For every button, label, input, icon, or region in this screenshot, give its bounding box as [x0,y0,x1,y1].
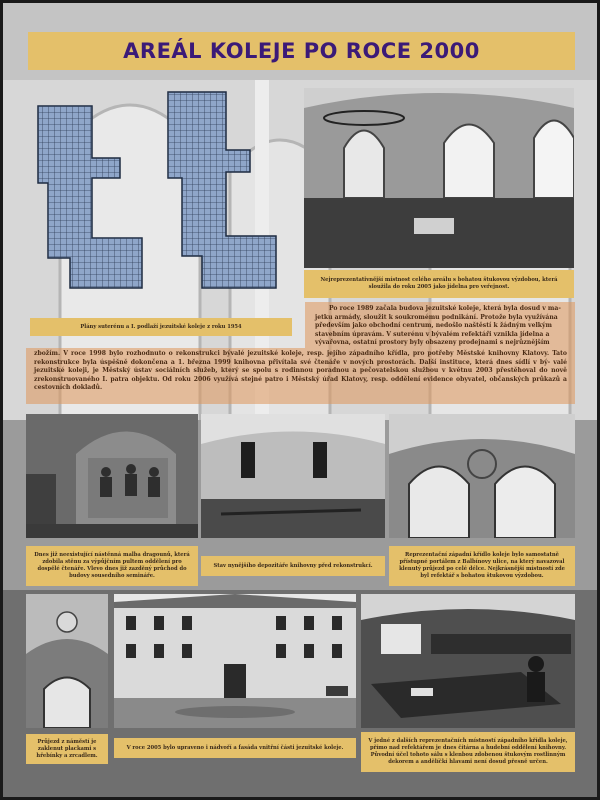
reading-room-photo [361,594,575,728]
mural-caption: Dnes již neexistující nástěnná malba dragounů, která zdobila stěnu za výpůjčním pultem oddělení pro dospělé čtenáře. Vlevo dnes již zazděný průchod do budovy sousedního semináře. [26,546,198,586]
history-text [305,302,575,348]
passage-caption: Průjezd z náměstí je zaklenut plackami s hřebínky a zrcadlem. [26,734,108,764]
courtyard-caption: V roce 2005 bylo upraveno i nádvoří a fasáda vnitřní části jezuitské koleje. [114,738,356,758]
depository-caption: Stav nynějšího depozitáře knihovny před rekonstrukcí. [201,556,385,576]
history-line-4: stavebním úpravám. V suterénu v bývalém refektáři vznikla jídelna a [315,330,550,338]
reading-room-caption: V jedné z dalších reprezentačních místností západního křídla koleje, přímo nad refektářem je dnes čítárna a hudební oddělení knihovny. Původní účel tohoto sálu s klenbou zdobenou štukovým rostlinným dekorem a andělíčkí hlavami není dosud přesně určen. [361,732,575,772]
history-line-5: vývařovna, ostatní prostory byly obsazeny prodejnami s nejrůznějším [315,339,550,347]
refectory-caption: Nejreprezentativnější místnost celého areálu s bohatou štukovou výzdobou, která sloužila do roku 2005 jako jídelna pro veřejnost. [304,270,574,298]
plans-caption: Plány suterénu a I. podlaží jezuitské koleje z roku 1954 [30,318,292,336]
passage-photo [26,594,108,728]
history-line-2: jetku armády, sloužit k soukromému podnikání. Protože byla využívána [315,313,558,321]
refectory-photo [304,88,574,268]
mural-photo [26,414,198,538]
basement-plan [38,106,142,288]
ground-floor-plan [168,92,276,288]
history-text-continued: zbožím. V roce 1998 bylo rozhodnuto o rekonstrukci bývalé jezuitské koleje, resp. jejího západního křídla, pro potřeby Městské knihovny Klatovy. Tato rekonstrukce byla úspěšně dokončena a 1. března 1999 knihovna přivítala své čtenáře v nových prostorách. Další instituce, která dnes sídlí v bý- valé jezuitské koleji, je Městský ústav sociálních služeb, který se spolu s rodinnou poradnou a pečovatelskou službou v květnu 2003 přestěhoval do nově zrekonstruovaného I. patra objektu. Od roku 2006 využívá stejné patro i Městský úřad Klatovy, resp. oddělení evidence obyvatel, občanských průkazů a cestovních dokladů. [26,348,575,404]
title-banner [28,32,575,70]
history-line-1: Po roce 1989 začala budova jezuitské koleje, která byla dosud v ma- [329,305,561,312]
courtyard-photo [114,594,356,728]
page-title: AREÁL KOLEJE PO ROCE 2000 [123,39,480,63]
depository-photo [201,414,385,538]
west-wing-photo [389,414,575,538]
floor-plans-image [30,88,292,308]
history-line-3: především jako obchodní centrum, nedošlo naštěstí k žádným velkým [315,322,552,330]
west-wing-caption: Reprezentační západní křídlo koleje bylo samostatně přístupné portálem z Balbínovy ulice, na který navazoval klenutý průjezd po celé délce. Nejkrásnější místností zde byl refektář s bohatou štukovou výzdobou. [389,546,575,586]
